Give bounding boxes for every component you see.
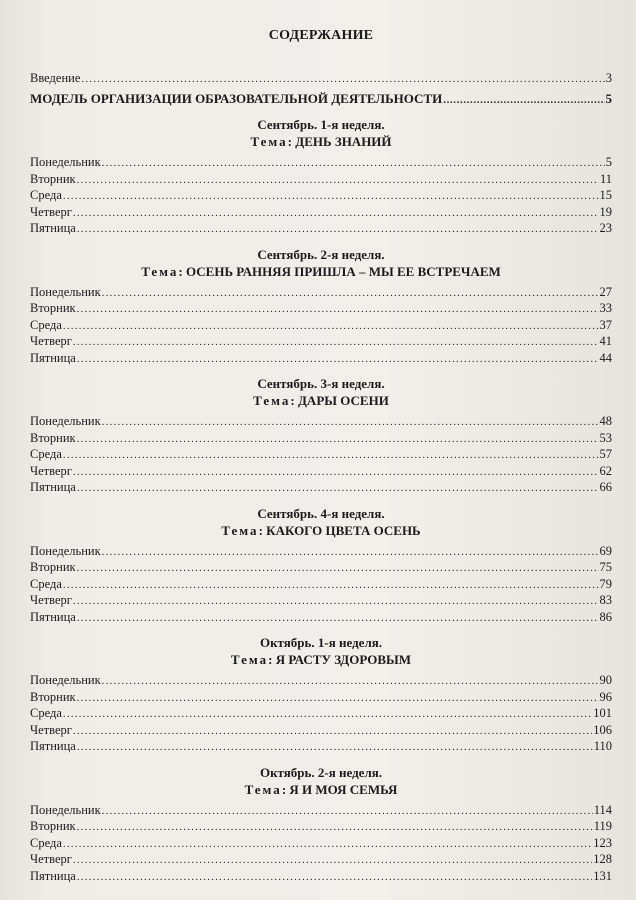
toc-entry-day (30, 689, 612, 706)
dot-leader (73, 204, 599, 221)
week-section (30, 246, 612, 367)
toc-entry-label: Понедельник (30, 802, 101, 817)
toc-title: СОДЕРЖАНИЕ (268, 28, 374, 43)
toc-entry-day (30, 430, 612, 447)
dot-leader (77, 171, 599, 188)
toc-entry-day (30, 592, 612, 609)
toc-entry-label: Среда (30, 447, 62, 461)
table-of-contents (30, 28, 612, 884)
toc-entry-page: 66 (599, 480, 612, 494)
toc-entry-label: Понедельник (30, 543, 101, 558)
toc-entry-page: 48 (599, 414, 612, 428)
dot-leader (102, 154, 605, 171)
toc-entry-label: Пятница (30, 609, 76, 624)
toc-entry-label: Четверг (30, 852, 72, 866)
toc-entry-label: Понедельник (30, 414, 101, 428)
theme-prefix: Тема (253, 393, 291, 408)
week-section (30, 764, 612, 885)
week-theme: Тема: КАКОГО ЦВЕТА ОСЕНЬ (221, 522, 421, 538)
toc-entry-page: 110 (593, 739, 612, 753)
dot-leader (77, 868, 592, 885)
toc-entry-day (30, 802, 612, 819)
week-heading: Октябрь. 2-я неделя. (259, 764, 383, 780)
week-heading: Сентябрь. 4-я неделя. (257, 505, 385, 521)
toc-entry-label: Пятница (30, 350, 76, 365)
dot-leader (102, 802, 593, 819)
toc-entry-day (30, 609, 612, 626)
dot-leader (77, 479, 599, 496)
week-theme: Тема: Я РАСТУ ЗДОРОВЫМ (230, 652, 412, 667)
toc-entry-page: 119 (593, 819, 612, 833)
dot-leader (63, 705, 592, 722)
toc-entry-day (30, 835, 612, 852)
toc-entry-page: 62 (599, 463, 612, 478)
toc-entry-day (30, 479, 612, 496)
theme-title: Я РАСТУ ЗДОРОВЫМ (275, 652, 412, 667)
week-theme: Тема: ОСЕНЬ РАННЯЯ ПРИШЛА – МЫ ЕЕ ВСТРЕЧАЕМ (141, 263, 501, 279)
dot-leader (73, 851, 592, 868)
theme-prefix: Тема (250, 134, 288, 149)
toc-entry-label: Понедельник (30, 673, 101, 687)
toc-entry-label: Среда (30, 317, 62, 332)
toc-entry-page: 27 (599, 284, 612, 299)
dot-leader (77, 430, 599, 447)
toc-entry-label: Вторник (30, 171, 76, 186)
dot-leader (102, 672, 599, 689)
toc-entry-page: 19 (599, 204, 612, 219)
theme-prefix: Тема (244, 781, 282, 797)
dot-leader (77, 689, 599, 706)
week-heading: Сентябрь. 1-я неделя. (257, 117, 385, 132)
theme-title: Я И МОЯ СЕМЬЯ (289, 781, 398, 797)
dot-leader (63, 446, 599, 463)
week-section (30, 505, 612, 626)
dot-leader (73, 333, 599, 350)
dot-leader (77, 559, 599, 576)
theme-title: КАКОГО ЦВЕТА ОСЕНЬ (266, 522, 421, 538)
toc-entry-page: 69 (599, 543, 612, 558)
week-theme: Тема: Я И МОЯ СЕМЬЯ (244, 781, 398, 797)
theme-title: ДАРЫ ОСЕНИ (297, 393, 389, 408)
dot-leader (102, 413, 599, 430)
toc-entry-day (30, 300, 612, 317)
toc-entry-day (30, 672, 612, 689)
dot-leader (77, 350, 599, 367)
week-section (30, 116, 612, 237)
toc-entry-day (30, 818, 612, 835)
toc-entry-page: 53 (599, 430, 612, 445)
toc-entry-page: 5 (605, 155, 612, 169)
toc-entry-label: Пятница (30, 480, 76, 494)
toc-entry-day (30, 576, 612, 593)
toc-entry-label: МОДЕЛЬ ОРГАНИЗАЦИИ ОБРАЗОВАТЕЛЬНОЙ ДЕЯТЕЛЬНОСТИ (30, 90, 443, 106)
toc-entry-label: Среда (30, 576, 62, 591)
toc-entry-day (30, 204, 612, 221)
weeks-list (30, 116, 612, 884)
week-heading: Сентябрь. 2-я неделя. (257, 246, 385, 262)
toc-entry-day (30, 350, 612, 367)
toc-entry-page: 123 (593, 835, 612, 850)
theme-prefix: Тема (230, 652, 269, 667)
toc-entry-day (30, 154, 612, 171)
dot-leader (63, 576, 599, 593)
toc-entry-label: Понедельник (30, 284, 101, 299)
dot-leader (63, 835, 592, 852)
toc-entry-page: 90 (599, 673, 612, 687)
week-heading: Сентябрь. 3-я неделя. (257, 376, 385, 391)
toc-entry-label: Вторник (30, 560, 76, 574)
toc-entry-page: 11 (599, 171, 612, 186)
dot-leader (63, 317, 599, 334)
week-theme: Тема: ДЕНЬ ЗНАНИЙ (250, 134, 392, 149)
toc-entry-day (30, 543, 612, 560)
toc-entry-page: 106 (593, 722, 612, 737)
dot-leader (102, 284, 599, 301)
week-section (30, 375, 612, 496)
toc-entry-label: Вторник (30, 819, 76, 833)
toc-entry-label: Четверг (30, 204, 72, 219)
toc-entry-page: 15 (599, 188, 612, 202)
toc-entry-model (30, 91, 612, 108)
theme-prefix: Тема (141, 263, 179, 279)
toc-entry-intro (30, 70, 612, 87)
toc-entry-day (30, 446, 612, 463)
toc-entry-day (30, 317, 612, 334)
toc-entry-page: 96 (599, 689, 612, 704)
toc-entry-day (30, 284, 612, 301)
toc-entry-page: 23 (599, 221, 612, 235)
toc-entry-label: Четверг (30, 593, 72, 607)
toc-entry-page: 131 (593, 868, 612, 883)
week-heading: Октябрь. 1-я неделя. (259, 635, 383, 650)
toc-entry-page: 5 (605, 90, 612, 106)
toc-entry-label: Вторник (30, 301, 76, 315)
toc-entry-page: 57 (599, 447, 612, 461)
toc-entry-label: Пятница (30, 739, 76, 753)
toc-entry-page: 114 (593, 802, 612, 817)
dot-leader (77, 220, 599, 237)
toc-entry-label: Четверг (30, 722, 72, 737)
toc-entry-label: Понедельник (30, 155, 101, 169)
toc-entry-label: Пятница (30, 221, 76, 235)
toc-entry-day (30, 171, 612, 188)
dot-leader (63, 187, 599, 204)
dot-leader (73, 592, 599, 609)
toc-entry-page: 75 (599, 560, 612, 574)
dot-leader (77, 738, 593, 755)
toc-entry-page: 128 (593, 852, 612, 866)
toc-entry-day (30, 559, 612, 576)
toc-entry-page: 3 (605, 71, 612, 85)
dot-leader (102, 543, 599, 560)
toc-entry-label: Среда (30, 835, 62, 850)
toc-entry-page: 41 (599, 334, 612, 348)
toc-entry-label: Вторник (30, 430, 76, 445)
dot-leader (73, 463, 599, 480)
week-section (30, 634, 612, 755)
dot-leader (443, 91, 604, 108)
theme-prefix: Тема (221, 522, 259, 538)
toc-entry-day (30, 187, 612, 204)
toc-entry-day (30, 738, 612, 755)
week-theme: Тема: ДАРЫ ОСЕНИ (253, 393, 389, 408)
toc-entry-label: Среда (30, 188, 62, 202)
toc-entry-day (30, 333, 612, 350)
toc-entry-label: Четверг (30, 463, 72, 478)
toc-entry-day (30, 413, 612, 430)
toc-entry-day (30, 463, 612, 480)
toc-entry-page: 83 (599, 593, 612, 607)
theme-title: ОСЕНЬ РАННЯЯ ПРИШЛА – МЫ ЕЕ ВСТРЕЧАЕМ (186, 263, 501, 279)
toc-entry-page: 33 (599, 301, 612, 315)
toc-entry-page: 79 (599, 576, 612, 591)
toc-entry-label: Пятница (30, 868, 76, 883)
dot-leader (77, 609, 599, 626)
toc-entry-day (30, 722, 612, 739)
dot-leader (77, 300, 599, 317)
theme-title: ДЕНЬ ЗНАНИЙ (295, 134, 392, 149)
toc-entry-label: Вторник (30, 689, 76, 704)
toc-entry-label: Четверг (30, 334, 72, 348)
toc-entry-page: 86 (599, 609, 612, 624)
toc-entry-day (30, 220, 612, 237)
toc-entry-page: 101 (593, 706, 612, 720)
dot-leader (73, 722, 592, 739)
dot-leader (77, 818, 593, 835)
toc-entry-day (30, 868, 612, 885)
toc-entry-label: Введение (30, 71, 81, 85)
toc-entry-page: 37 (599, 317, 612, 332)
toc-entry-page: 44 (599, 350, 612, 365)
toc-entry-label: Среда (30, 706, 62, 720)
toc-entry-day (30, 705, 612, 722)
dot-leader (81, 70, 604, 87)
toc-entry-day (30, 851, 612, 868)
